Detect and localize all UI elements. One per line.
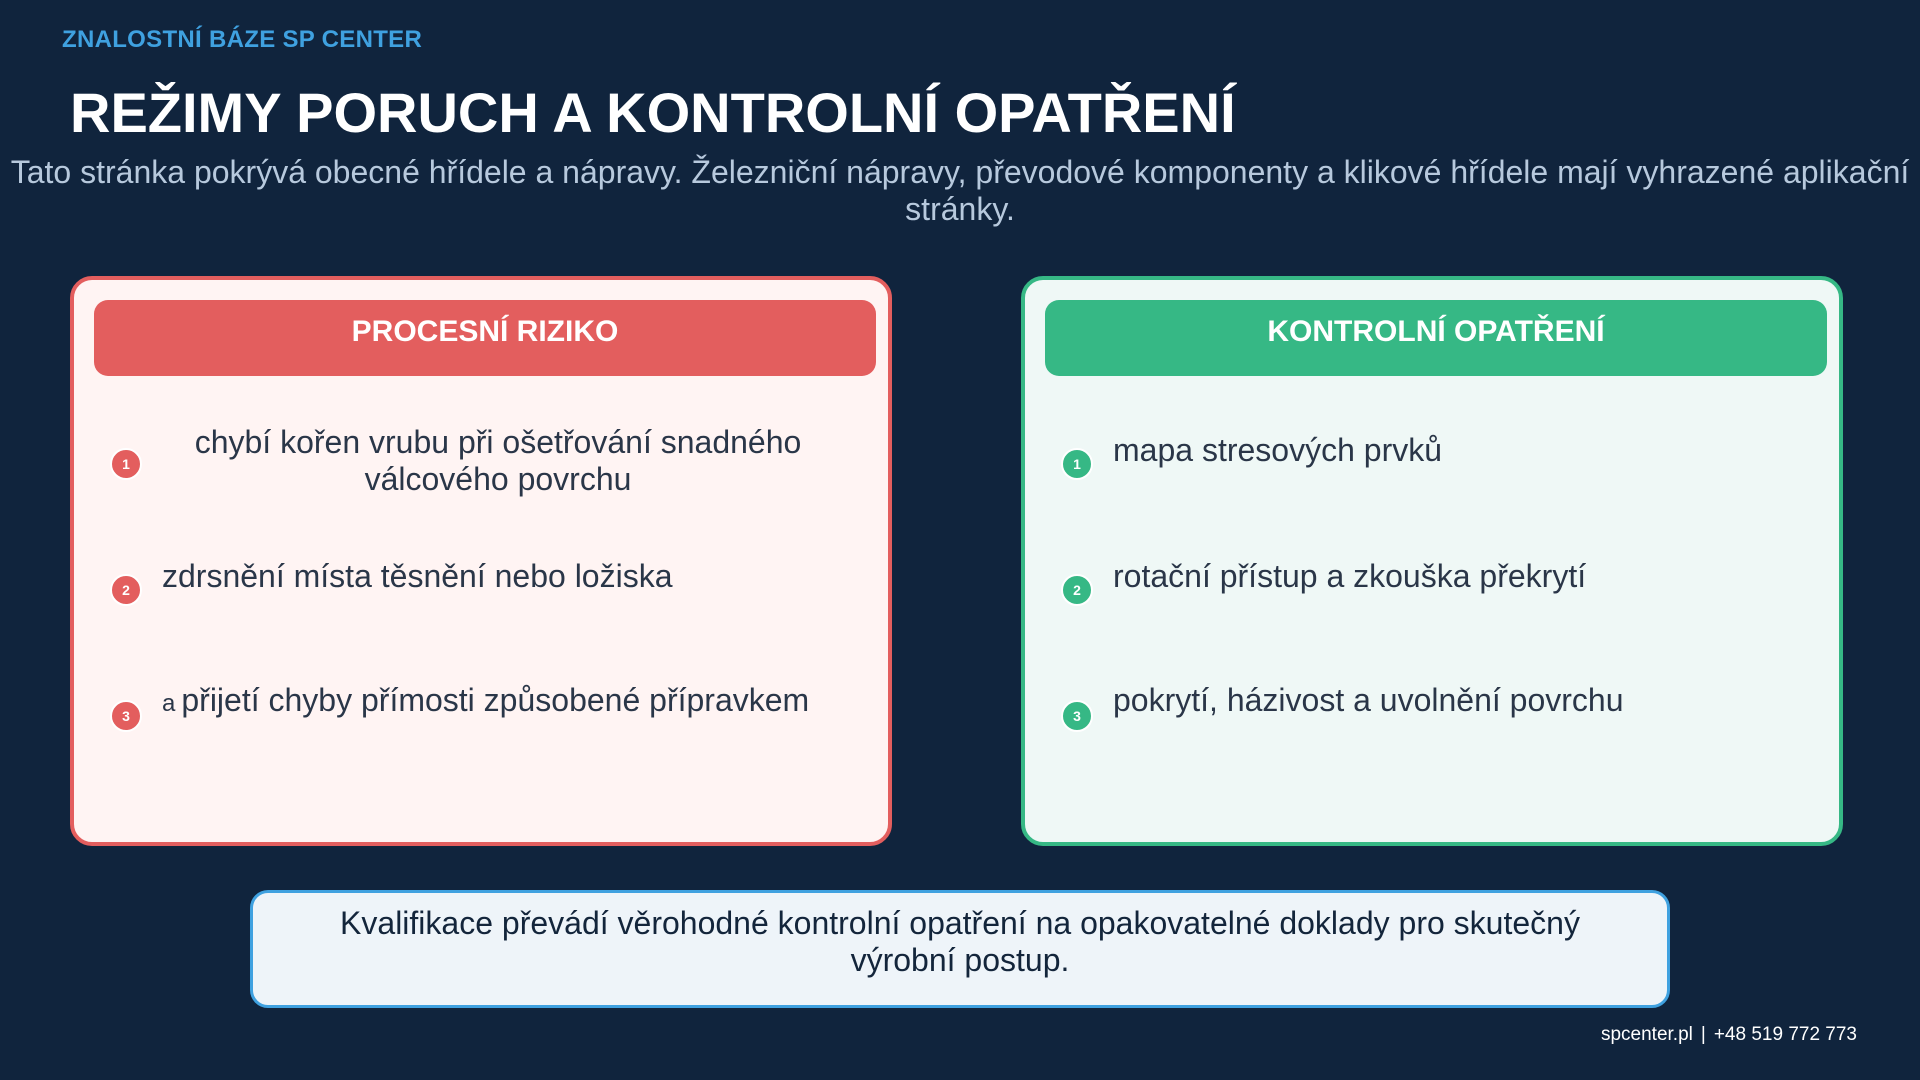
contact-info — [1601, 1024, 1857, 1046]
risk-item-line — [162, 682, 809, 722]
number-badge: 1 — [110, 448, 142, 480]
control-measures-panel — [1021, 276, 1843, 846]
page-subtitle: Tato stránka pokrývá obecné hřídele a nápravy. Železniční nápravy, převodové komponenty a klikové hřídele mají vyhrazené aplikační stránky. — [10, 154, 1910, 227]
risk-item-prefix: a — [162, 690, 176, 717]
process-risk-header: PROCESNÍ RIZIKO — [94, 300, 876, 376]
number-badge: 1 — [1061, 448, 1093, 480]
contact-separator: | — [1700, 1024, 1706, 1045]
number-badge: 2 — [1061, 574, 1093, 606]
control-item-text: mapa stresových prvků — [1113, 432, 1443, 468]
control-item-text: pokrytí, házivost a uvolnění povrchu — [1113, 682, 1624, 718]
page-title: REŽIMY PORUCH A KONTROLNÍ OPATŘENÍ — [70, 81, 1236, 144]
risk-item-text: zdrsnění místa těsnění nebo ložiska — [162, 558, 673, 594]
risk-item-text: chybí kořen vrubu při ošetřování snadného válcového povrchu — [194, 424, 802, 497]
control-measures-header: KONTROLNÍ OPATŘENÍ — [1045, 300, 1827, 376]
number-badge: 3 — [1061, 700, 1093, 732]
phone-number[interactable]: +48 519 772 773 — [1713, 1024, 1857, 1045]
qualification-note: Kvalifikace převádí věrohodné kontrolní opatření na opakovatelné doklady pro skutečný výrobní postup. — [250, 890, 1670, 1008]
website-link[interactable]: spcenter.pl — [1600, 1024, 1693, 1045]
risk-item-text: přijetí chyby přímosti způsobené přípravkem — [181, 682, 810, 718]
process-risk-panel — [70, 276, 892, 846]
control-item-text: rotační přístup a zkouška překrytí — [1113, 558, 1587, 594]
knowledge-base-label: ZNALOSTNÍ BÁZE SP CENTER — [62, 26, 423, 53]
number-badge: 3 — [110, 700, 142, 732]
number-badge: 2 — [110, 574, 142, 606]
